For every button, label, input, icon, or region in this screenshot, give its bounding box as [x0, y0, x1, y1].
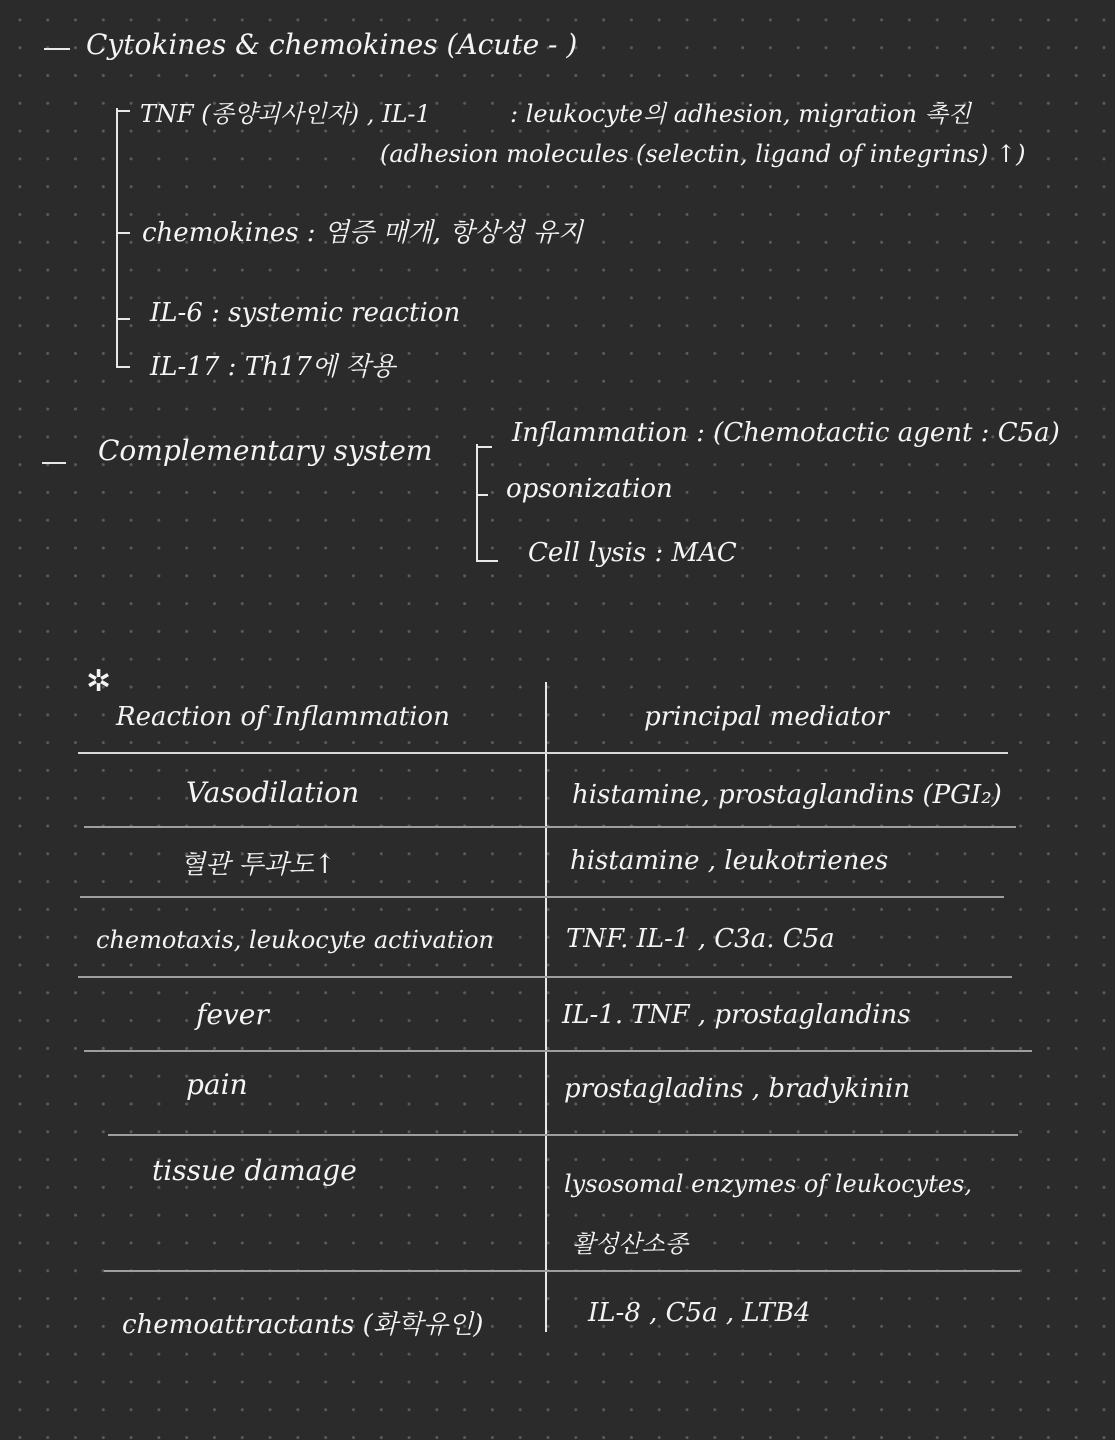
table-center-divider — [545, 682, 547, 1332]
cytokines-heading: Cytokines & chemokines (Acute - ) — [86, 28, 578, 61]
table-header-mediator: principal mediator — [644, 702, 889, 732]
complement-heading: Complementary system — [98, 434, 433, 467]
table-row-mediator-extra: 활성산소종 — [572, 1230, 688, 1258]
tnf-il1-note: (adhesion molecules (selectin, ligand of integrins) ↑) — [380, 140, 1026, 168]
complement-item-opsonization: opsonization — [506, 474, 673, 504]
table-row-divider — [104, 1270, 1020, 1272]
table-header-reaction: Reaction of Inflammation — [116, 702, 450, 732]
table-row-reaction: fever — [196, 998, 269, 1031]
table-row-divider — [108, 1134, 1018, 1136]
bracket-tick-inflammation — [476, 446, 492, 448]
table-row-reaction: chemotaxis, leukocyte activation — [96, 926, 495, 954]
bracket-tick-tnf — [116, 110, 130, 112]
table-row-divider — [80, 896, 1004, 898]
bracket-tick-chemokines — [116, 232, 130, 234]
table-row-mediator: histamine , leukotrienes — [570, 846, 889, 876]
dash-cytokines — [44, 48, 70, 50]
tnf-il1-label: TNF (종양괴사인자) , IL-1 — [140, 100, 431, 128]
table-row-mediator: TNF. IL-1 , C3a. C5a — [566, 924, 835, 954]
tnf-il1-effect: : leukocyte의 adhesion, migration 촉진 — [510, 100, 971, 128]
bracket-tick-lysis — [476, 560, 498, 562]
table-row-mediator: prostagladins , bradykinin — [564, 1074, 911, 1104]
table-row-divider — [84, 1050, 1032, 1052]
bracket-tick-il17 — [116, 366, 130, 368]
bracket-tick-il6 — [116, 318, 130, 320]
table-row-mediator: lysosomal enzymes of leukocytes, — [564, 1170, 972, 1198]
table-row-mediator: IL-8 , C5a , LTB4 — [588, 1298, 811, 1328]
il17-item: IL-17 : Th17에 작용 — [150, 352, 396, 382]
il6-item: IL-6 : systemic reaction — [150, 298, 461, 328]
table-row-reaction: chemoattractants (화학유인) — [122, 1310, 484, 1340]
table-row-reaction: Vasodilation — [186, 776, 360, 809]
table-header-underline — [78, 752, 1008, 754]
complement-bracket — [476, 444, 478, 562]
table-row-reaction: 혈관 투과도↑ — [180, 850, 336, 880]
star-icon: ✲ — [86, 664, 112, 699]
table-row-mediator: histamine, prostaglandins (PGI₂) — [572, 780, 1002, 810]
cytokines-bracket — [116, 108, 118, 368]
complement-item-inflammation: Inflammation : (Chemotactic agent : C5a) — [512, 418, 1060, 448]
table-row-reaction: pain — [186, 1068, 248, 1101]
table-row-divider — [78, 976, 1012, 978]
table-row-mediator: IL-1. TNF , prostaglandins — [562, 1000, 911, 1030]
bracket-tick-opsonization — [476, 494, 488, 496]
complement-item-lysis: Cell lysis : MAC — [528, 538, 737, 568]
table-row-divider — [84, 826, 1016, 828]
table-row-reaction: tissue damage — [152, 1154, 357, 1187]
dash-complement — [42, 462, 66, 464]
chemokines-item: chemokines : 염증 매개, 항상성 유지 — [142, 218, 583, 248]
